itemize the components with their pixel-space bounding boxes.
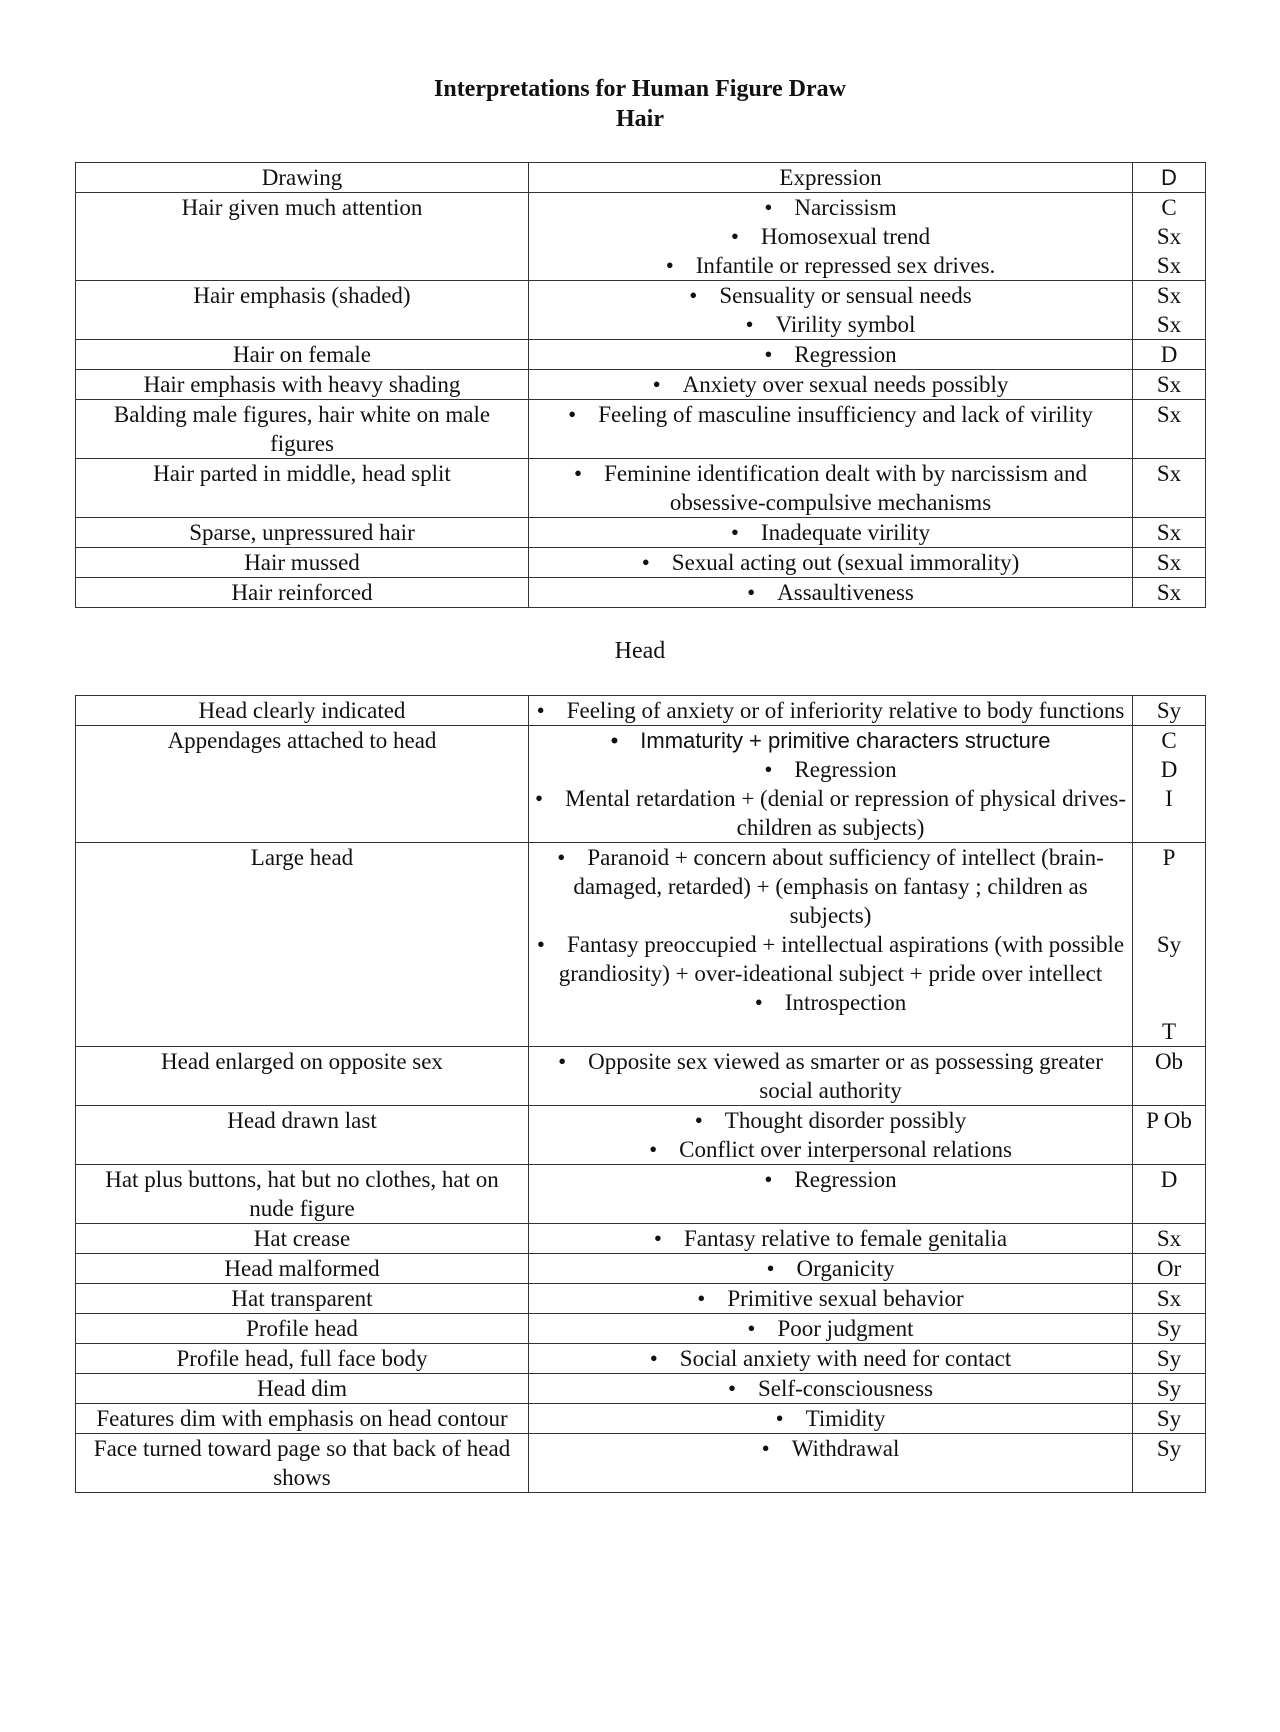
section-title-hair: Hair [616, 106, 664, 132]
header-code: D [1133, 163, 1206, 193]
table-row [76, 340, 1206, 370]
drawing-cell: Hair emphasis (shaded) [76, 281, 529, 340]
drawing-cell: Head drawn last [76, 1106, 529, 1165]
drawing-cell: Hair mussed [76, 548, 529, 578]
code-cell [1133, 1047, 1206, 1106]
code-cell [1133, 1404, 1206, 1434]
drawing-cell: Head enlarged on opposite sex [76, 1047, 529, 1106]
expression-cell [529, 1374, 1133, 1404]
table-row [76, 518, 1206, 548]
expression-item: • Feeling of masculine insufficiency and lack of virility [535, 400, 1126, 429]
table-row [76, 459, 1206, 518]
table-row [76, 400, 1206, 459]
code-value: Sy [1156, 1316, 1182, 1341]
drawing-cell: Hair on female [76, 340, 529, 370]
code-value: Sx [1156, 402, 1182, 427]
section-title-head: Head [614, 638, 666, 664]
expression-item: • Narcissism [535, 193, 1126, 222]
expression-item: • Paranoid + concern about sufficiency of intellect (brain-damaged, retarded) + (emphasis on fantasy ; children as subjects) [535, 843, 1126, 930]
code-cell [1133, 193, 1206, 281]
expression-cell [529, 1106, 1133, 1165]
expression-cell [529, 1284, 1133, 1314]
code-spacer [1139, 988, 1199, 1017]
expression-item: • Anxiety over sexual needs possibly [535, 370, 1126, 399]
code-cell [1133, 578, 1206, 608]
hair-table [75, 162, 1206, 608]
code-value: Sx [1156, 1286, 1182, 1311]
expression-cell [529, 193, 1133, 281]
expression-cell [529, 843, 1133, 1047]
expression-item: • Regression [535, 755, 1126, 784]
expression-item: • Regression [535, 340, 1126, 369]
table-row [76, 1165, 1206, 1224]
code-value: Sx [1156, 253, 1182, 278]
expression-cell [529, 459, 1133, 518]
expression-item: • Virility symbol [535, 310, 1126, 339]
code-value: D [1160, 757, 1178, 782]
expression-cell [529, 1224, 1133, 1254]
expression-item: • Conflict over interpersonal relations [535, 1135, 1126, 1164]
expression-item: • Infantile or repressed sex drives. [535, 251, 1126, 280]
code-value: I [1165, 786, 1173, 811]
code-cell [1133, 1434, 1206, 1493]
table-row [76, 1284, 1206, 1314]
expression-item: • Feminine identification dealt with by narcissism and obsessive-compulsive mechanisms [535, 459, 1126, 517]
code-value: Sx [1156, 520, 1182, 545]
code-value: Sx [1156, 283, 1182, 308]
expression-cell [529, 578, 1133, 608]
drawing-cell: Balding male figures, hair white on male figures [76, 400, 529, 459]
code-cell [1133, 843, 1206, 1047]
expression-item: • Social anxiety with need for contact [535, 1344, 1126, 1373]
code-cell [1133, 1374, 1206, 1404]
code-cell [1133, 1106, 1206, 1165]
expression-item: • Sexual acting out (sexual immorality) [535, 548, 1126, 577]
expression-item: • Timidity [535, 1404, 1126, 1433]
table-row [76, 281, 1206, 340]
code-value: D [1160, 1167, 1178, 1192]
table-row [76, 548, 1206, 578]
drawing-cell: Hat plus buttons, hat but no clothes, hat on nude figure [76, 1165, 529, 1224]
expression-item: • Feeling of anxiety or of inferiority relative to body functions [535, 696, 1126, 725]
code-spacer [1139, 901, 1199, 930]
expression-item: • Immaturity + primitive characters structure [535, 726, 1126, 755]
drawing-cell: Head malformed [76, 1254, 529, 1284]
code-value: P Ob [1146, 1108, 1192, 1133]
code-value: P [1162, 845, 1176, 870]
expression-item: • Homosexual trend [535, 222, 1126, 251]
expression-item: • Introspection [535, 988, 1126, 1017]
drawing-cell: Hair parted in middle, head split [76, 459, 529, 518]
code-value: Sy [1156, 698, 1182, 723]
document-title: Interpretations for Human Figure Draw [434, 76, 846, 102]
drawing-cell: Profile head, full face body [76, 1344, 529, 1374]
expression-item: • Fantasy relative to female genitalia [535, 1224, 1126, 1253]
expression-item: • Regression [535, 1165, 1126, 1194]
drawing-cell: Profile head [76, 1314, 529, 1344]
expression-item: • Inadequate virility [535, 518, 1126, 547]
table-row [76, 1106, 1206, 1165]
expression-cell [529, 518, 1133, 548]
expression-cell [529, 1434, 1133, 1493]
head-table [75, 695, 1206, 1493]
code-cell [1133, 1224, 1206, 1254]
expression-item: • Self-consciousness [535, 1374, 1126, 1403]
code-value: Sx [1156, 580, 1182, 605]
table-row [76, 1344, 1206, 1374]
drawing-cell: Hair emphasis with heavy shading [76, 370, 529, 400]
table-row [76, 578, 1206, 608]
expression-cell [529, 1165, 1133, 1224]
code-value: Or [1156, 1256, 1182, 1281]
code-cell [1133, 1344, 1206, 1374]
code-cell [1133, 340, 1206, 370]
header-expression: Expression [529, 163, 1133, 193]
expression-cell [529, 1254, 1133, 1284]
expression-cell [529, 1404, 1133, 1434]
expression-item: • Withdrawal [535, 1434, 1126, 1463]
code-spacer [1139, 959, 1199, 988]
code-value: Sy [1156, 932, 1182, 957]
expression-item: • Organicity [535, 1254, 1126, 1283]
code-value: T [1161, 1019, 1177, 1044]
drawing-cell: Hat crease [76, 1224, 529, 1254]
code-cell [1133, 370, 1206, 400]
drawing-cell: Hair given much attention [76, 193, 529, 281]
code-value: Sx [1156, 550, 1182, 575]
code-value: Sx [1156, 372, 1182, 397]
drawing-cell: Sparse, unpressured hair [76, 518, 529, 548]
expression-item: • Fantasy preoccupied + intellectual aspirations (with possible grandiosity) + over-ideational subject + pride over intellect [535, 930, 1126, 988]
code-cell [1133, 548, 1206, 578]
expression-cell [529, 1314, 1133, 1344]
expression-item: • Mental retardation + (denial or repression of physical drives-children as subjects) [535, 784, 1126, 842]
table-row [76, 193, 1206, 281]
expression-cell [529, 400, 1133, 459]
code-value: Sy [1156, 1406, 1182, 1431]
table-row [76, 370, 1206, 400]
expression-cell [529, 1344, 1133, 1374]
code-cell [1133, 400, 1206, 459]
expression-item: • Thought disorder possibly [535, 1106, 1126, 1135]
code-value: C [1161, 195, 1177, 220]
code-cell [1133, 726, 1206, 843]
expression-cell [529, 696, 1133, 726]
code-cell [1133, 1314, 1206, 1344]
expression-cell [529, 281, 1133, 340]
code-value: Sy [1156, 1436, 1182, 1461]
table-row [76, 1434, 1206, 1493]
table-row [76, 726, 1206, 843]
code-cell [1133, 518, 1206, 548]
code-cell [1133, 1165, 1206, 1224]
drawing-cell: Face turned toward page so that back of head shows [76, 1434, 529, 1493]
drawing-cell: Appendages attached to head [76, 726, 529, 843]
code-value: Sx [1156, 461, 1182, 486]
table-header-row [76, 163, 1206, 193]
table-row [76, 1374, 1206, 1404]
table-row [76, 843, 1206, 1047]
table-row [76, 1404, 1206, 1434]
header-drawing: Drawing [76, 163, 529, 193]
code-value: Sy [1156, 1376, 1182, 1401]
table-row [76, 1314, 1206, 1344]
code-value: Sx [1156, 224, 1182, 249]
expression-item: • Assaultiveness [535, 578, 1126, 607]
table-row [76, 1047, 1206, 1106]
expression-item: • Sensuality or sensual needs [535, 281, 1126, 310]
expression-cell [529, 340, 1133, 370]
code-value: Sy [1156, 1346, 1182, 1371]
code-cell [1133, 696, 1206, 726]
expression-cell [529, 548, 1133, 578]
expression-cell [529, 1047, 1133, 1106]
drawing-cell: Large head [76, 843, 529, 1047]
code-cell [1133, 1254, 1206, 1284]
expression-item: • Poor judgment [535, 1314, 1126, 1343]
drawing-cell: Head clearly indicated [76, 696, 529, 726]
table-row [76, 1224, 1206, 1254]
code-spacer [1139, 872, 1199, 901]
code-value: C [1161, 728, 1177, 753]
expression-cell [529, 370, 1133, 400]
drawing-cell: Features dim with emphasis on head contour [76, 1404, 529, 1434]
drawing-cell: Hair reinforced [76, 578, 529, 608]
expression-item: • Opposite sex viewed as smarter or as possessing greater social authority [535, 1047, 1126, 1105]
code-value: Ob [1154, 1049, 1184, 1074]
table-row [76, 1254, 1206, 1284]
code-value: Sx [1156, 312, 1182, 337]
code-cell [1133, 459, 1206, 518]
drawing-cell: Hat transparent [76, 1284, 529, 1314]
expression-item: • Primitive sexual behavior [535, 1284, 1126, 1313]
drawing-cell: Head dim [76, 1374, 529, 1404]
code-cell [1133, 281, 1206, 340]
code-value: Sx [1156, 1226, 1182, 1251]
expression-cell [529, 726, 1133, 843]
code-cell [1133, 1284, 1206, 1314]
code-value: D [1160, 342, 1178, 367]
table-row [76, 696, 1206, 726]
